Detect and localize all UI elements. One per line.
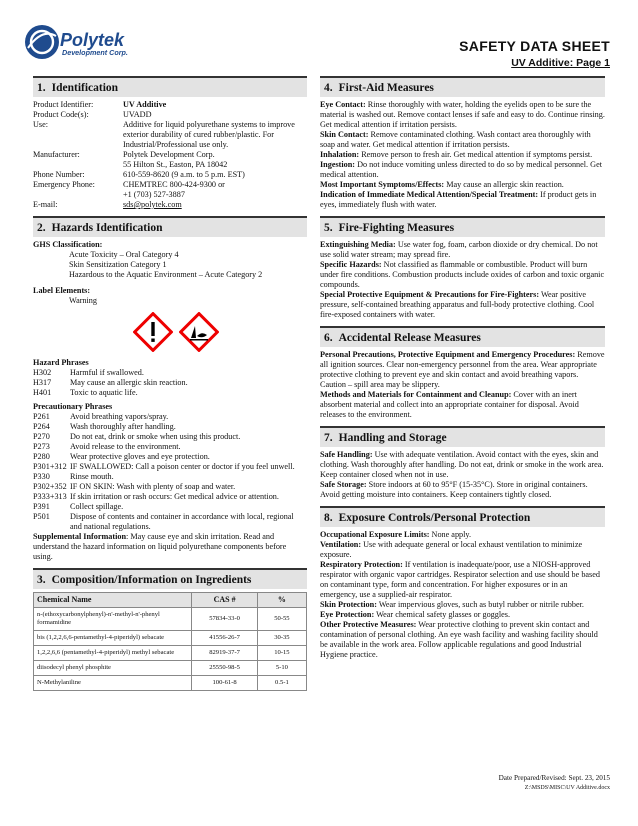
exposure-item: Respiratory Protection: If ventilation is inadequate/poor, use a NIOSH-approved respirator with organic vapor cartridges. Respirator selection and use should be based on contaminant type, form and concentration. For higher exposures or in an emergency, use a supplied-air respirator. (320, 560, 600, 600)
first-aid-item: Ingestion: Do not induce vomiting unless directed to do so by medical personnel. Get medical attention. (320, 160, 602, 180)
id-row: E-mail: sds@polytek.com (33, 200, 182, 210)
handling-item: Safe Handling: Use with adequate ventilation. Avoid contact with the eyes, skin and clothing. Wash thoroughly after handling. Do not eat, drink or smoke in the work area. Keep container closed when not in use. (320, 450, 604, 480)
precautionary-phrase: P273 Avoid release to the environment. (33, 442, 181, 452)
id-row: Manufacturer: Polytek Development Corp. 55 Hilton St., Easton, PA 18042 (33, 150, 228, 170)
section-4-header: 4. First-Aid Measures (320, 76, 605, 97)
footer (499, 774, 610, 792)
right-column (320, 76, 605, 660)
email-link[interactable]: sds@polytek.com (123, 200, 182, 210)
precautionary-phrases-label: Precautionary Phrases (33, 402, 113, 412)
document-header (459, 38, 610, 70)
table-row: N-Methylaniline 100-61-8 0.5-1 (34, 675, 307, 690)
composition-table (33, 592, 307, 691)
exposure-item: Skin Protection: Wear impervious gloves, such as butyl rubber or nitrile rubber. (320, 600, 584, 610)
precautionary-phrase: P270 Do not eat, drink or smoke when using this product. (33, 432, 241, 442)
label-elements-label: Label Elements: (33, 286, 91, 296)
precautionary-phrase: P261 Avoid breathing vapors/spray. (33, 412, 169, 422)
precautionary-phrase: P264 Wash thoroughly after handling. (33, 422, 176, 432)
identification-table (33, 100, 307, 210)
environment-pictogram-icon (179, 312, 219, 352)
date-prepared: Date Prepared/Revised: Sept. 23, 2015 (498, 774, 610, 782)
polytek-logo (22, 22, 132, 68)
section-5-header: 5. Fire-Fighting Measures (320, 216, 605, 237)
table-row: bis (1,2,2,6,6-pentamethyl-4-piperidyl) sebacate 41556-26-7 30-35 (34, 630, 307, 645)
ghs-item: Acute Toxicity – Oral Category 4 (69, 250, 179, 260)
section-3-header: 3. Composition/Information on Ingredients (33, 568, 307, 589)
release-item: Methods and Materials for Containment and Cleanup: Cover with an inert absorbent material and collect into an appropriate container for disposal. Avoid releases to the environment. (320, 390, 579, 420)
hazard-phrase: H317 May cause an allergic skin reaction. (33, 378, 188, 388)
id-row: Phone Number: 610-559-8620 (9 a.m. to 5 p.m. EST) (33, 170, 245, 180)
table-header-row (34, 593, 307, 608)
first-aid-item: Most Important Symptoms/Effects: May cause an allergic skin reaction. (320, 180, 564, 190)
precautionary-phrase: P280 Wear protective gloves and eye protection. (33, 452, 210, 462)
ghs-label: GHS Classification: (33, 240, 103, 250)
id-row: Product Identifier: UV Additive (33, 100, 167, 110)
exposure-item: Other Protective Measures: Wear protective clothing to prevent skin contact and contamination of personal clothing. An eye wash facility and washing facility should be available in the work area. Follow applicable regulations and good Industrial Hygiene practice. (320, 620, 598, 660)
ghs-pictograms (133, 312, 307, 352)
exposure-item: Ventilation: Use with adequate general or local exhaust ventilation to minimize exposure. (320, 540, 583, 560)
id-row: Emergency Phone: CHEMTREC 800-424-9300 or +1 (703) 527-3887 (33, 180, 225, 200)
exclamation-mark-pictogram-icon (133, 312, 173, 352)
hazard-phrase: H401 Toxic to aquatic life. (33, 388, 138, 398)
document-subtitle: UV Additive: Page 1 (511, 57, 610, 70)
supplemental-information: Supplemental Information: May cause eye and skin irritation. Read and understand the hazard information on liquid polyurethane components before using. (33, 532, 287, 562)
brand-name: Polytek (60, 30, 125, 50)
precautionary-phrase: P501 Dispose of contents and container in accordance with local, regional and national regulations. (33, 512, 294, 532)
precautionary-phrase: P330 Rinse mouth. (33, 472, 114, 482)
col-cas: CAS # (192, 593, 258, 608)
section-7-header: 7. Handling and Storage (320, 426, 605, 447)
section-6-header: 6. Accidental Release Measures (320, 326, 605, 347)
precautionary-phrase: P391 Collect spillage. (33, 502, 124, 512)
section-8-header: 8. Exposure Controls/Personal Protection (320, 506, 605, 527)
col-percent: % (257, 593, 306, 608)
document-title: SAFETY DATA SHEET (459, 38, 610, 54)
signal-word: Warning (69, 296, 97, 306)
left-column (33, 76, 307, 691)
id-row: Product Code(s): UVADD (33, 110, 152, 120)
ghs-item: Hazardous to the Aquatic Environment – Acute Category 2 (69, 270, 263, 280)
section-2-header: 2. Hazards Identification (33, 216, 307, 237)
table-row: n-(ethoxycarbonylphenyl)-n'-methyl-n'-phenyl formamidine 57834-33-0 50-55 (34, 607, 307, 630)
precautionary-phrase: P301+312 IF SWALLOWED: Call a poison center or doctor if you feel unwell. (33, 462, 295, 472)
brand-sub: Development Corp. (62, 48, 128, 57)
precautionary-phrase: P333+313 If skin irritation or rash occurs: Get medical advice or attention. (33, 492, 279, 502)
id-row: Use: Additive for liquid polyurethane systems to improve exterior durability of cured rubber/plastic. For Industrial/Professional use only. (33, 120, 295, 150)
hazard-phrases-label: Hazard Phrases (33, 358, 89, 368)
handling-item: Safe Storage: Store indoors at 60 to 95°F (15-35°C). Store in original containers. Avoid getting moisture into containers. Keep containers tightly closed. (320, 480, 588, 500)
file-path: Z:\MSDS\MISC\UV Additive.docx (524, 784, 610, 791)
fire-item: Extinguishing Media: Use water fog, foam, carbon dioxide or dry chemical. Do not use solid water stream; may spread fire. (320, 240, 598, 260)
first-aid-item: Eye Contact: Rinse thoroughly with water, holding the eyelids open to be sure the material is washed out. Remove contact lenses if safe and easy to do. Continue rinsing. Get medical attention if irritation persists. (320, 100, 605, 130)
col-chemical-name: Chemical Name (34, 593, 192, 608)
hazard-phrase: H302 Harmful if swallowed. (33, 368, 144, 378)
exposure-item: Eye Protection: Wear chemical safety glasses or goggles. (320, 610, 511, 620)
release-item: Personal Precautions, Protective Equipment and Emergency Procedures: Remove all ignition sources. Clear non-emergency personnel from the area. Wear appropriate protective clothing to prevent eye and skin contact and avoid breathing vapors. Caution – spill area may be slippery. (320, 350, 605, 390)
first-aid-item: Skin Contact: Remove contaminated clothing. Wash contact area thoroughly with soap and water. Get medical attention if irritation persists. (320, 130, 591, 150)
section-1-header: 1. Identification (33, 76, 307, 97)
table-row: diisodecyl phenyl phosphite 25550-98-5 5-10 (34, 660, 307, 675)
first-aid-item: Indication of Immediate Medical Attention/Special Treatment: If product gets in eyes, immediately flush with water. (320, 190, 597, 210)
exposure-item: Occupational Exposure Limits: None apply. (320, 530, 472, 540)
fire-item: Special Protective Equipment & Precautions for Fire-Fighters: Wear positive pressure, self-contained breathing apparatus and full-body protective clothing. Cool fire-exposed containers with water. (320, 290, 595, 320)
table-row: 1,2,2,6,6 (pentamethyl-4-piperidyl) methyl sebacate 82919-37-7 10-15 (34, 645, 307, 660)
first-aid-item: Inhalation: Remove person to fresh air. Get medical attention if symptoms persist. (320, 150, 593, 160)
precautionary-phrase: P302+352 IF ON SKIN: Wash with plenty of soap and water. (33, 482, 236, 492)
fire-item: Specific Hazards: Not classified as flammable or combustible. Product will burn under fire conditions. Combustion products include oxides of carbon and toxic organic compounds. (320, 260, 605, 290)
ghs-item: Skin Sensitization Category 1 (69, 260, 167, 270)
